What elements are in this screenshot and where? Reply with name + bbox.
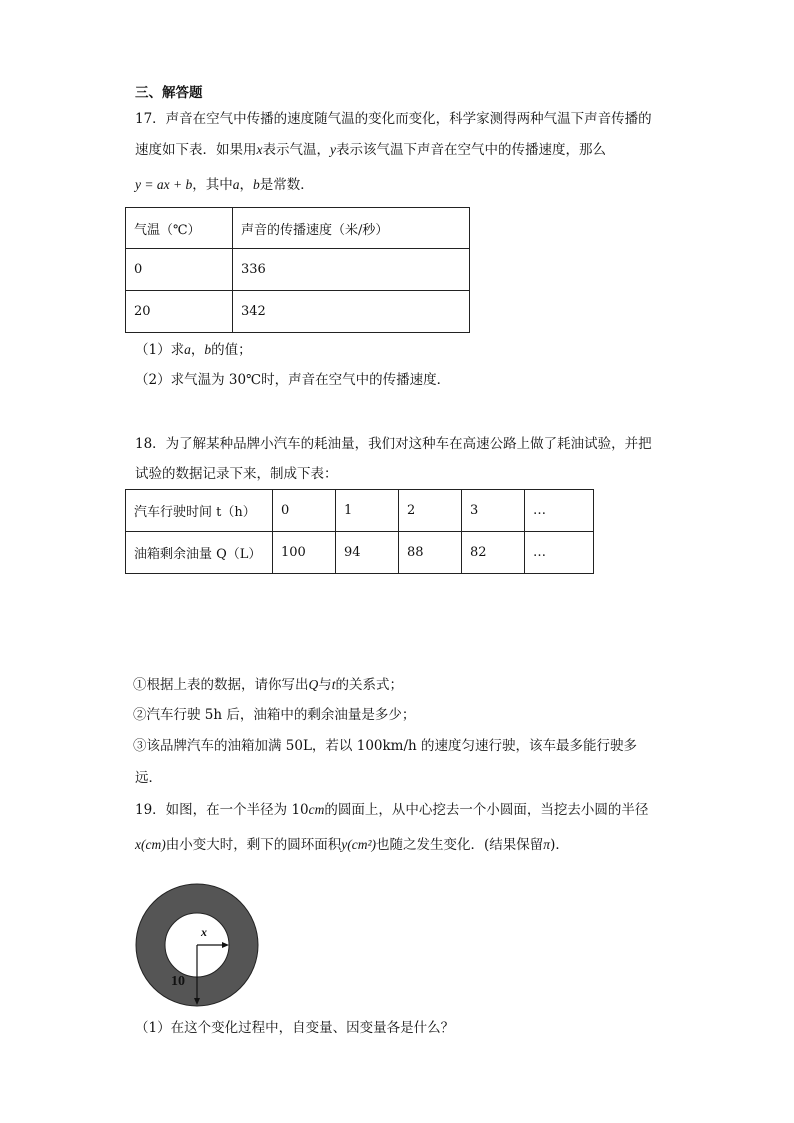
q18-table-cell: 100 [273, 532, 336, 574]
q18-table-cell: … [525, 532, 594, 574]
figure-label-x: x [201, 925, 207, 939]
q17-line3 [135, 176, 314, 194]
q19-sub1: （1）在这个变化过程中，自变量、因变量各是什么？ [135, 1020, 455, 1036]
q17-var-y: y [330, 142, 336, 157]
q19-line2-text-b: 也随之发生变化．(结果保留 [376, 837, 544, 853]
q17-line3-sep: ， [239, 177, 253, 193]
q17-sub1 [135, 341, 252, 359]
q17-table [125, 207, 470, 333]
q19-line1-text-b: 的圆面上，从中心挖去一个小圆面，当挖去小圆的半径 [324, 802, 649, 818]
q18-sub1-var-t: t [331, 677, 336, 692]
q17-line2-text-c: 表示该气温下声音在空气中的传播速度，那么 [336, 142, 606, 158]
q18-line1: 18．为了解某种品牌小汽车的耗油量，我们对这种车在高速公路上做了耗油试验，并把 [135, 436, 652, 452]
ring-figure [135, 883, 259, 1007]
q18-sub3-line2: 远． [135, 770, 162, 786]
q18-table-cell: … [525, 490, 594, 532]
q18-sub1-var-q: Q [308, 677, 319, 692]
q17-line2 [135, 141, 606, 159]
q17-line3-text-a: ，其中 [192, 177, 233, 193]
q19-unit-y: (cm²) [347, 837, 377, 852]
q18-sub1-text-mid: 与 [318, 677, 332, 693]
q17-sub1-text-a: （1）求 [135, 342, 185, 358]
q19-line1 [135, 801, 648, 819]
q17-sub1-sep: ， [190, 342, 205, 358]
section-heading: 三、解答题 [135, 85, 203, 101]
q19-unit-x: (cm) [141, 837, 166, 852]
q19-var-y: y [341, 837, 348, 852]
q18-sub3-line1: ③该品牌汽车的油箱加满 50L，若以 100km/h 的速度匀速行驶，该车最多能行驶多 [133, 738, 638, 754]
q19-line2 [135, 836, 569, 854]
q17-table-header-speed: 声音的传播速度（米/秒） [233, 208, 470, 249]
q17-table-cell: 0 [126, 249, 233, 291]
q18-sub1-text-b: 的关系式； [335, 677, 404, 693]
q18-table-cell: 88 [399, 532, 462, 574]
q19-line1-text-a: 19．如图，在一个半径为 10 [135, 802, 309, 818]
q17-sub1-text-b: 的值； [211, 342, 252, 358]
q19-line2-text-a: 由小变大时，剩下的圆环面积 [165, 837, 342, 853]
figure-label-10: 10 [171, 974, 185, 989]
q17-table-cell: 342 [233, 291, 470, 333]
q18-sub1 [133, 676, 403, 694]
q18-sub2: ②汽车行驶 5h 后，油箱中的剩余油量是多少； [133, 707, 416, 723]
q17-sub1-var-b: b [204, 342, 212, 357]
q17-line2-text-b: 表示气温， [262, 142, 330, 158]
q19-line2-text-c: )． [550, 837, 569, 853]
q18-table [125, 489, 594, 574]
q17-line3-text-b: 是常数． [259, 177, 314, 193]
q17-table-cell: 20 [126, 291, 233, 333]
q18-table-cell: 3 [462, 490, 525, 532]
q17-line1: 17．声音在空气中传播的速度随气温的变化而变化，科学家测得两种气温下声音传播的 [135, 111, 652, 127]
q17-var-b: b [252, 177, 260, 192]
q17-sub2: （2）求气温为 30℃时，声音在空气中的传播速度． [135, 372, 451, 388]
q18-line2: 试验的数据记录下来，制成下表： [135, 466, 338, 482]
q18-table-header-time: 汽车行驶时间 t（h） [126, 490, 273, 532]
q17-var-a: a [232, 177, 240, 192]
q17-table-cell: 336 [233, 249, 470, 291]
q19-var-x: x [135, 837, 141, 852]
q18-table-cell: 94 [336, 532, 399, 574]
q19-unit-cm: cm [308, 802, 325, 817]
q17-line2-text-a: 速度如下表．如果用 [135, 142, 257, 158]
q19-pi: π [543, 837, 551, 852]
q18-table-cell: 82 [462, 532, 525, 574]
q17-var-x: x [256, 142, 263, 157]
q17-table-header-temp: 气温（℃） [126, 208, 233, 249]
q18-sub1-text-a: ①根据上表的数据，请你写出 [133, 677, 309, 693]
q18-table-cell: 1 [336, 490, 399, 532]
q18-table-header-fuel: 油箱剩余油量 Q（L） [126, 532, 273, 574]
q18-table-cell: 2 [399, 490, 462, 532]
q17-sub1-var-a: a [184, 342, 191, 357]
q18-table-cell: 0 [273, 490, 336, 532]
q17-formula: y = ax + b [135, 177, 193, 192]
